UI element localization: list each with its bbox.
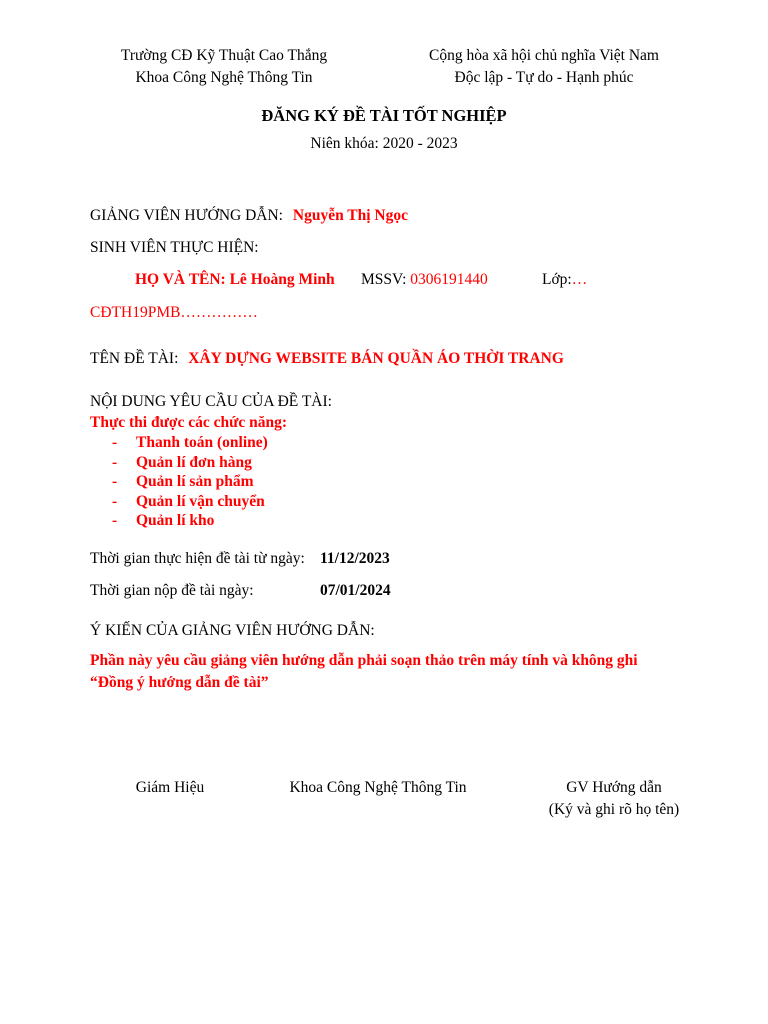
student-id-line — [361, 271, 488, 289]
bullet-dash: - — [112, 473, 118, 490]
topic-line — [90, 350, 564, 368]
list-item — [112, 492, 268, 512]
feature-text: Quản lí vận chuyển — [136, 492, 265, 510]
advisor-name: Nguyễn Thị Ngọc — [292, 207, 408, 224]
list-item — [112, 472, 268, 492]
opinion-text-line2: “Đồng ý hướng dẫn đề tài” — [90, 674, 269, 691]
school-year: Niên khóa: 2020 - 2023 — [310, 135, 458, 152]
student-id-value: 0306191440 — [410, 271, 488, 288]
country-motto: Cộng hòa xã hội chủ nghĩa Việt Nam — [429, 47, 659, 64]
national-header — [404, 45, 684, 89]
bullet-dash: - — [112, 512, 118, 529]
topic-value: XÂY DỰNG WEBSITE BÁN QUẦN ÁO THỜI TRANG — [188, 350, 564, 367]
signature-advisor: GV Hướng dẫn — [566, 779, 662, 796]
feature-text: Thanh toán (online) — [136, 434, 268, 451]
student-class-label: Lớp: — [542, 271, 572, 288]
list-item — [112, 453, 268, 473]
list-item — [112, 511, 268, 531]
submit-date-value: 07/01/2024 — [320, 582, 391, 599]
requirements-label: NỘI DUNG YÊU CẦU CỦA ĐỀ TÀI: — [90, 393, 332, 410]
advisor-line — [90, 207, 408, 225]
student-name: HỌ VÀ TÊN: Lê Hoàng Minh — [135, 271, 335, 288]
feature-text: Quản lí kho — [136, 512, 215, 529]
school-name: Trường CĐ Kỹ Thuật Cao Thắng — [120, 47, 328, 64]
start-date-label: Thời gian thực hiện đề tài từ ngày: — [90, 550, 305, 567]
document-title: ĐĂNG KÝ ĐỀ TÀI TỐT NGHIỆP — [261, 106, 507, 125]
feature-list — [112, 433, 268, 531]
faculty-name: Khoa Công Nghệ Thông Tin — [135, 69, 313, 86]
country-slogan: Độc lập - Tự do - Hạnh phúc — [454, 69, 634, 86]
bullet-dash: - — [112, 453, 118, 471]
opinion-label: Ý KIẾN CỦA GIẢNG VIÊN HƯỚNG DẪN: — [90, 622, 375, 639]
student-class-line — [542, 271, 587, 289]
feature-text: Quản lí sản phẩm — [136, 473, 254, 490]
start-date-value: 11/12/2023 — [320, 550, 390, 567]
list-item — [112, 433, 268, 453]
bullet-dash: - — [112, 434, 118, 451]
student-class-value: CĐTH19PMB…………… — [90, 304, 258, 321]
opinion-text-line1: Phần này yêu cầu giảng viên hướng dẫn phải soạn thảo trên máy tính và không ghi — [90, 652, 638, 669]
student-class-dots: … — [571, 271, 588, 288]
topic-label: TÊN ĐỀ TÀI: — [90, 350, 179, 367]
signature-principal: Giám Hiệu — [135, 779, 205, 796]
signature-advisor-block — [524, 777, 704, 821]
student-section-label: SINH VIÊN THỰC HIỆN: — [90, 239, 259, 256]
submit-date-label: Thời gian nộp đề tài ngày: — [90, 582, 254, 599]
requirements-intro: Thực thi được các chức năng: — [90, 414, 288, 431]
advisor-label: GIẢNG VIÊN HƯỚNG DẪN: — [90, 207, 283, 224]
bullet-dash: - — [112, 492, 118, 510]
feature-text: Quản lí đơn hàng — [136, 453, 252, 471]
signature-advisor-note: (Ký và ghi rõ họ tên) — [548, 801, 680, 818]
school-header — [84, 45, 364, 89]
signature-faculty: Khoa Công Nghệ Thông Tin — [289, 779, 467, 796]
student-id-label: MSSV: — [361, 271, 407, 288]
